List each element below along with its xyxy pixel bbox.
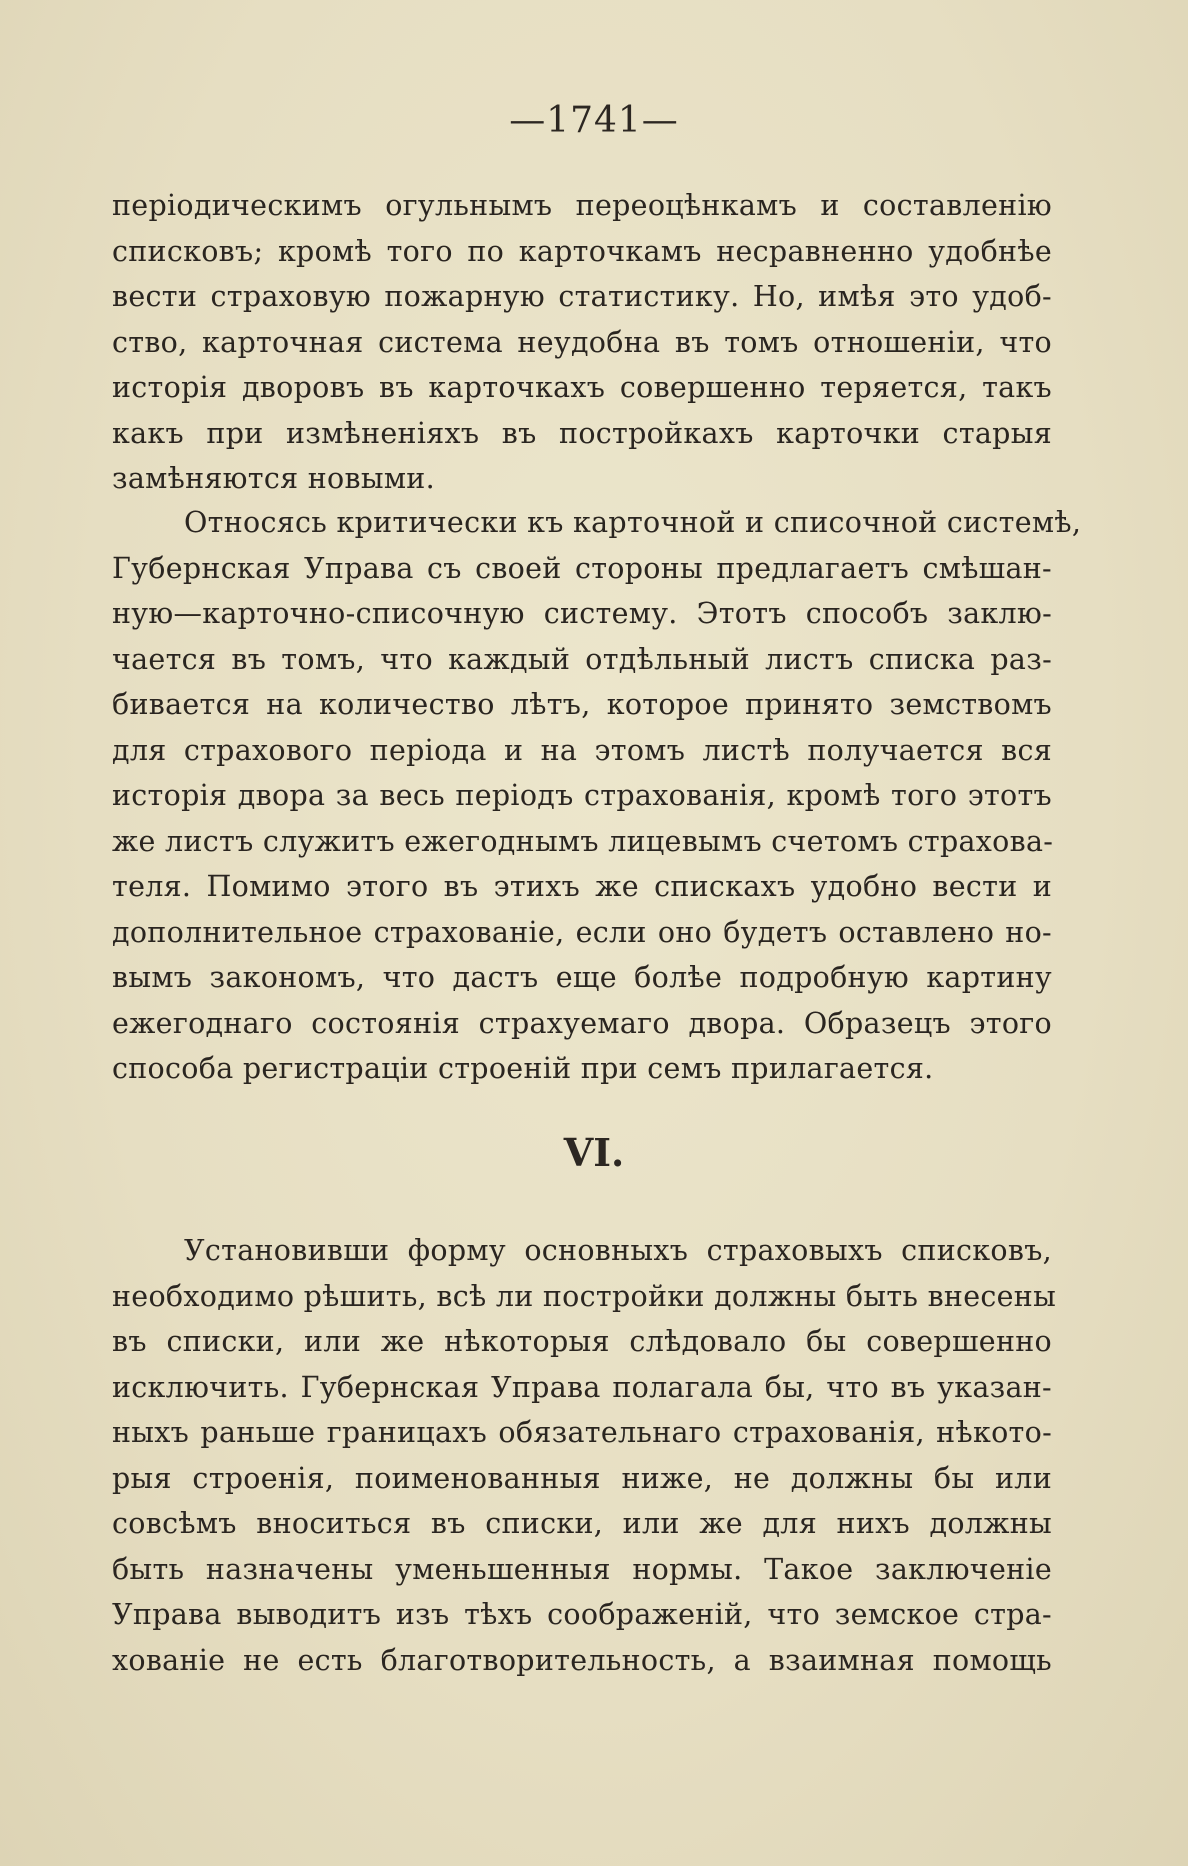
paragraph-3 xyxy=(112,1228,1057,1683)
text-line: чается въ томъ, что каждый отдѣльный листъ списка раз- xyxy=(112,642,1052,676)
text-line: необходимо рѣшить, всѣ ли постройки должны быть внесены xyxy=(112,1279,1057,1313)
text-line: Губернская Управа съ своей стороны предлагаетъ смѣшан- xyxy=(112,551,1052,585)
text-line: для страхового періода и на этомъ листѣ получается вся xyxy=(112,733,1052,767)
text-line: хованіе не есть благотворительность, а взаимная помощь xyxy=(112,1643,1052,1677)
text-line: совсѣмъ вноситься въ списки, или же для нихъ должны xyxy=(112,1507,1052,1540)
text-line: Управа выводитъ изъ тѣхъ соображеній, что земское стра- xyxy=(112,1598,1052,1631)
text-line: рыя строенія, поименованныя ниже, не должны бы или xyxy=(112,1461,1052,1495)
text-line: Установивши форму основныхъ страховыхъ списковъ, xyxy=(184,1234,1052,1267)
text-line: способа регистраціи строеній при семъ прилагается. xyxy=(112,1052,934,1085)
page-number: —1741— xyxy=(509,100,679,141)
paragraph-2 xyxy=(112,500,1082,1092)
text-line: же листъ служитъ ежегоднымъ лицевымъ счетомъ страхова- xyxy=(112,824,1054,858)
text-line: вымъ закономъ, что дастъ еще болѣе подробную картину xyxy=(112,961,1052,994)
text-line: ную—карточно-списочную систему. Этотъ способъ заклю- xyxy=(112,597,1052,630)
text-line: дополнительное страхованіе, если оно будетъ оставлено но- xyxy=(112,915,1052,949)
text-line: вести страховую пожарную статистику. Но, имѣя это удоб- xyxy=(112,280,1052,313)
text-line: быть назначены уменьшенныя нормы. Такое заключеніе xyxy=(112,1552,1052,1586)
text-line: ныхъ раньше границахъ обязательнаго страхованія, нѣкото- xyxy=(112,1416,1052,1449)
text-line: ство, карточная система неудобна въ томъ отношеніи, что xyxy=(112,325,1052,359)
text-line: замѣняются новыми. xyxy=(112,462,435,495)
text-line: Относясь критически къ карточной и списочной системѣ, xyxy=(184,506,1082,539)
text-line: исторія дворовъ въ карточкахъ совершенно теряется, такъ xyxy=(112,371,1052,404)
text-line: бивается на количество лѣтъ, которое принято земствомъ xyxy=(112,688,1052,721)
text-line: списковъ; кромѣ того по карточкамъ несравненно удобнѣе xyxy=(112,234,1052,268)
text-line: какъ при измѣненіяхъ въ постройкахъ карточки старыя xyxy=(112,416,1052,450)
section-heading: VI. xyxy=(563,1130,625,1175)
text-line: ежегоднаго состоянія страхуемаго двора. Образецъ этого xyxy=(112,1006,1052,1040)
paragraph-1 xyxy=(112,183,1052,502)
text-line: періодическимъ огульнымъ переоцѣнкамъ и составленію xyxy=(112,189,1052,222)
text-line: исключить. Губернская Управа полагала бы, что въ указан- xyxy=(112,1370,1052,1404)
text-line: теля. Помимо этого въ этихъ же спискахъ удобно вести и xyxy=(112,870,1052,903)
text-line: исторія двора за весь періодъ страхованія, кромѣ того этотъ xyxy=(112,779,1052,812)
text-line: въ списки, или же нѣкоторыя слѣдовало бы совершенно xyxy=(112,1325,1052,1358)
